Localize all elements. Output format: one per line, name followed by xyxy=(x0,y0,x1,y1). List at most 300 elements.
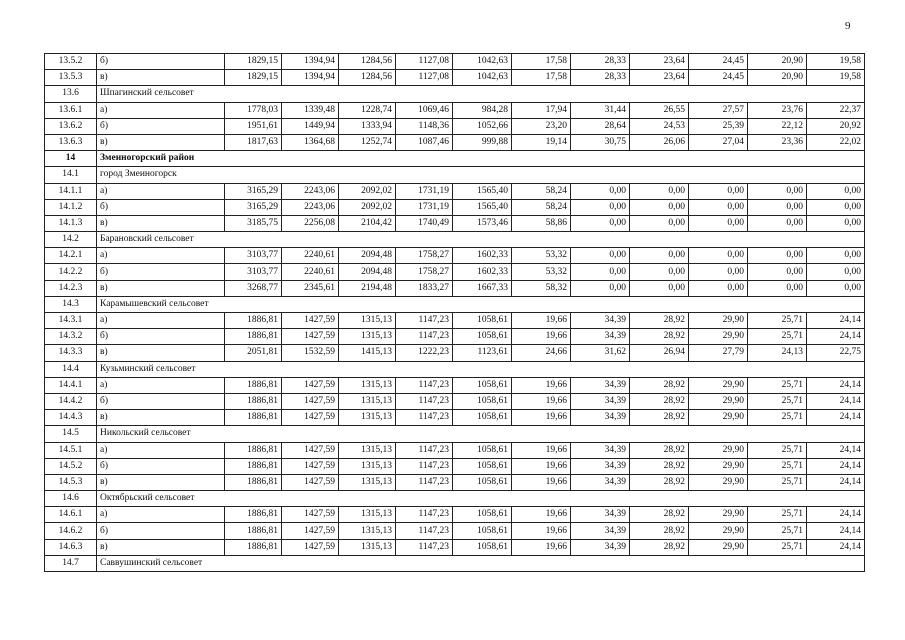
row-sublabel: в) xyxy=(97,345,225,361)
table-row xyxy=(45,102,865,118)
value-cell: 1147,23 xyxy=(396,523,453,539)
value-cell: 1339,48 xyxy=(282,102,339,118)
value-cell: 1147,23 xyxy=(396,329,453,345)
value-cell: 17,58 xyxy=(512,54,571,70)
value-cell: 17,94 xyxy=(512,102,571,118)
table-row xyxy=(45,280,865,296)
value-cell: 0,00 xyxy=(630,199,689,215)
value-cell: 29,90 xyxy=(689,377,748,393)
row-code: 13.6 xyxy=(45,86,97,102)
row-code: 14.3.1 xyxy=(45,313,97,329)
value-cell: 1886,81 xyxy=(225,507,282,523)
value-cell: 1123,61 xyxy=(453,345,512,361)
row-code: 14.1.3 xyxy=(45,215,97,231)
row-code: 14.4.3 xyxy=(45,410,97,426)
value-cell: 3165,29 xyxy=(225,199,282,215)
table-group-row xyxy=(45,167,865,183)
table-row xyxy=(45,377,865,393)
row-code: 14.4.1 xyxy=(45,377,97,393)
value-cell: 1058,61 xyxy=(453,393,512,409)
value-cell: 0,00 xyxy=(571,199,630,215)
value-cell: 25,71 xyxy=(748,377,807,393)
value-cell: 2092,02 xyxy=(339,183,396,199)
value-cell: 1602,33 xyxy=(453,248,512,264)
value-cell: 1427,59 xyxy=(282,313,339,329)
value-cell: 28,92 xyxy=(630,507,689,523)
value-cell: 19,66 xyxy=(512,313,571,329)
value-cell: 19,66 xyxy=(512,442,571,458)
value-cell: 1228,74 xyxy=(339,102,396,118)
value-cell: 24,14 xyxy=(807,329,865,345)
value-cell: 28,92 xyxy=(630,458,689,474)
value-cell: 2051,81 xyxy=(225,345,282,361)
value-cell: 1315,13 xyxy=(339,410,396,426)
value-cell: 1886,81 xyxy=(225,313,282,329)
value-cell: 1565,40 xyxy=(453,199,512,215)
value-cell: 53,32 xyxy=(512,264,571,280)
value-cell: 27,04 xyxy=(689,134,748,150)
value-cell: 23,20 xyxy=(512,118,571,134)
value-cell: 58,24 xyxy=(512,199,571,215)
table-row xyxy=(45,183,865,199)
value-cell: 0,00 xyxy=(571,280,630,296)
row-code: 13.6.1 xyxy=(45,102,97,118)
value-cell: 28,92 xyxy=(630,329,689,345)
value-cell: 3268,77 xyxy=(225,280,282,296)
table-group-row xyxy=(45,491,865,507)
value-cell: 1886,81 xyxy=(225,474,282,490)
value-cell: 31,62 xyxy=(571,345,630,361)
value-cell: 1886,81 xyxy=(225,539,282,555)
value-cell: 2094,48 xyxy=(339,264,396,280)
value-cell: 19,66 xyxy=(512,474,571,490)
value-cell: 19,66 xyxy=(512,410,571,426)
value-cell: 24,14 xyxy=(807,393,865,409)
group-title: Шпагинский сельсовет xyxy=(97,86,865,102)
value-cell: 1829,15 xyxy=(225,70,282,86)
value-cell: 19,66 xyxy=(512,539,571,555)
value-cell: 28,33 xyxy=(571,70,630,86)
value-cell: 0,00 xyxy=(748,248,807,264)
value-cell: 1427,59 xyxy=(282,410,339,426)
value-cell: 1315,13 xyxy=(339,539,396,555)
table-group-row xyxy=(45,296,865,312)
value-cell: 1058,61 xyxy=(453,474,512,490)
value-cell: 29,90 xyxy=(689,539,748,555)
value-cell: 0,00 xyxy=(571,248,630,264)
value-cell: 3103,77 xyxy=(225,248,282,264)
value-cell: 1532,59 xyxy=(282,345,339,361)
value-cell: 1315,13 xyxy=(339,507,396,523)
value-cell: 27,79 xyxy=(689,345,748,361)
value-cell: 984,28 xyxy=(453,102,512,118)
value-cell: 1058,61 xyxy=(453,410,512,426)
table-body xyxy=(45,54,865,572)
value-cell: 1427,59 xyxy=(282,474,339,490)
value-cell: 28,92 xyxy=(630,377,689,393)
table-row xyxy=(45,54,865,70)
value-cell: 1394,94 xyxy=(282,70,339,86)
value-cell: 53,32 xyxy=(512,248,571,264)
value-cell: 0,00 xyxy=(748,280,807,296)
value-cell: 0,00 xyxy=(571,183,630,199)
value-cell: 1147,23 xyxy=(396,442,453,458)
value-cell: 2104,42 xyxy=(339,215,396,231)
row-sublabel: в) xyxy=(97,474,225,490)
value-cell: 1427,59 xyxy=(282,507,339,523)
value-cell: 24,14 xyxy=(807,410,865,426)
table-row xyxy=(45,70,865,86)
row-code: 14.2.1 xyxy=(45,248,97,264)
value-cell: 0,00 xyxy=(571,264,630,280)
row-sublabel: б) xyxy=(97,199,225,215)
value-cell: 1565,40 xyxy=(453,183,512,199)
value-cell: 34,39 xyxy=(571,507,630,523)
row-code: 14 xyxy=(45,151,97,167)
group-title: Карамышевский сельсовет xyxy=(97,296,865,312)
value-cell: 29,90 xyxy=(689,393,748,409)
value-cell: 26,55 xyxy=(630,102,689,118)
value-cell: 1058,61 xyxy=(453,313,512,329)
value-cell: 0,00 xyxy=(807,264,865,280)
value-cell: 24,13 xyxy=(748,345,807,361)
value-cell: 24,14 xyxy=(807,539,865,555)
value-cell: 31,44 xyxy=(571,102,630,118)
table-row xyxy=(45,248,865,264)
row-sublabel: б) xyxy=(97,458,225,474)
value-cell: 28,92 xyxy=(630,313,689,329)
group-title: Октябрьский сельсовет xyxy=(97,491,865,507)
value-cell: 28,92 xyxy=(630,393,689,409)
value-cell: 0,00 xyxy=(689,183,748,199)
value-cell: 28,92 xyxy=(630,474,689,490)
value-cell: 1284,56 xyxy=(339,54,396,70)
row-code: 14.2.2 xyxy=(45,264,97,280)
value-cell: 0,00 xyxy=(689,199,748,215)
row-code: 14.1 xyxy=(45,167,97,183)
value-cell: 34,39 xyxy=(571,410,630,426)
table-group-row xyxy=(45,555,865,571)
row-code: 14.6.1 xyxy=(45,507,97,523)
row-code: 14.3.3 xyxy=(45,345,97,361)
value-cell: 1731,19 xyxy=(396,183,453,199)
table-group-row xyxy=(45,426,865,442)
row-code: 13.6.3 xyxy=(45,134,97,150)
value-cell: 24,45 xyxy=(689,70,748,86)
value-cell: 0,00 xyxy=(748,183,807,199)
row-code: 14.2 xyxy=(45,232,97,248)
value-cell: 0,00 xyxy=(689,280,748,296)
row-sublabel: в) xyxy=(97,410,225,426)
value-cell: 29,90 xyxy=(689,507,748,523)
table-row xyxy=(45,134,865,150)
value-cell: 0,00 xyxy=(630,264,689,280)
value-cell: 0,00 xyxy=(689,215,748,231)
value-cell: 1147,23 xyxy=(396,313,453,329)
value-cell: 1127,08 xyxy=(396,54,453,70)
table-row xyxy=(45,199,865,215)
value-cell: 28,92 xyxy=(630,442,689,458)
value-cell: 1058,61 xyxy=(453,507,512,523)
value-cell: 25,71 xyxy=(748,474,807,490)
value-cell: 24,14 xyxy=(807,474,865,490)
table-group-row xyxy=(45,232,865,248)
value-cell: 0,00 xyxy=(630,248,689,264)
row-code: 14.5 xyxy=(45,426,97,442)
value-cell: 1058,61 xyxy=(453,458,512,474)
value-cell: 1042,63 xyxy=(453,70,512,86)
table-row xyxy=(45,215,865,231)
row-code: 14.5.1 xyxy=(45,442,97,458)
value-cell: 0,00 xyxy=(807,215,865,231)
value-cell: 1740,49 xyxy=(396,215,453,231)
value-cell: 1427,59 xyxy=(282,539,339,555)
value-cell: 1284,56 xyxy=(339,70,396,86)
table-group-row xyxy=(45,86,865,102)
value-cell: 29,90 xyxy=(689,458,748,474)
value-cell: 23,36 xyxy=(748,134,807,150)
value-cell: 28,92 xyxy=(630,523,689,539)
value-cell: 1315,13 xyxy=(339,523,396,539)
group-title: Змеиногорский район xyxy=(97,151,865,167)
value-cell: 34,39 xyxy=(571,442,630,458)
value-cell: 22,02 xyxy=(807,134,865,150)
value-cell: 20,90 xyxy=(748,70,807,86)
value-cell: 3103,77 xyxy=(225,264,282,280)
value-cell: 1315,13 xyxy=(339,474,396,490)
row-sublabel: в) xyxy=(97,280,225,296)
row-sublabel: а) xyxy=(97,183,225,199)
value-cell: 22,12 xyxy=(748,118,807,134)
value-cell: 34,39 xyxy=(571,458,630,474)
value-cell: 1147,23 xyxy=(396,393,453,409)
value-cell: 24,14 xyxy=(807,377,865,393)
value-cell: 0,00 xyxy=(630,183,689,199)
value-cell: 2243,06 xyxy=(282,183,339,199)
value-cell: 19,58 xyxy=(807,70,865,86)
value-cell: 24,53 xyxy=(630,118,689,134)
row-sublabel: б) xyxy=(97,118,225,134)
value-cell: 24,14 xyxy=(807,313,865,329)
value-cell: 1364,68 xyxy=(282,134,339,150)
value-cell: 28,92 xyxy=(630,539,689,555)
value-cell: 1427,59 xyxy=(282,523,339,539)
value-cell: 19,66 xyxy=(512,377,571,393)
value-cell: 34,39 xyxy=(571,329,630,345)
value-cell: 999,88 xyxy=(453,134,512,150)
value-cell: 25,71 xyxy=(748,410,807,426)
value-cell: 1058,61 xyxy=(453,329,512,345)
value-cell: 24,66 xyxy=(512,345,571,361)
value-cell: 1315,13 xyxy=(339,313,396,329)
group-title: Саввушинский сельсовет xyxy=(97,555,865,571)
value-cell: 1147,23 xyxy=(396,458,453,474)
row-code: 14.5.2 xyxy=(45,458,97,474)
value-cell: 1147,23 xyxy=(396,507,453,523)
value-cell: 2256,08 xyxy=(282,215,339,231)
value-cell: 24,14 xyxy=(807,458,865,474)
value-cell: 25,71 xyxy=(748,458,807,474)
value-cell: 1058,61 xyxy=(453,442,512,458)
value-cell: 29,90 xyxy=(689,313,748,329)
value-cell: 1315,13 xyxy=(339,442,396,458)
group-title: город Змеиногорск xyxy=(97,167,865,183)
row-code: 14.6.2 xyxy=(45,523,97,539)
value-cell: 34,39 xyxy=(571,393,630,409)
row-sublabel: б) xyxy=(97,264,225,280)
table-row xyxy=(45,507,865,523)
value-cell: 1886,81 xyxy=(225,393,282,409)
value-cell: 1427,59 xyxy=(282,458,339,474)
value-cell: 2243,06 xyxy=(282,199,339,215)
value-cell: 24,14 xyxy=(807,523,865,539)
value-cell: 30,75 xyxy=(571,134,630,150)
value-cell: 25,71 xyxy=(748,539,807,555)
value-cell: 1427,59 xyxy=(282,329,339,345)
value-cell: 3185,75 xyxy=(225,215,282,231)
value-cell: 34,39 xyxy=(571,539,630,555)
value-cell: 25,71 xyxy=(748,523,807,539)
page-number: 9 xyxy=(845,20,851,32)
row-sublabel: а) xyxy=(97,248,225,264)
table-group-row xyxy=(45,361,865,377)
row-code: 13.5.2 xyxy=(45,54,97,70)
value-cell: 1778,03 xyxy=(225,102,282,118)
value-cell: 29,90 xyxy=(689,474,748,490)
value-cell: 1731,19 xyxy=(396,199,453,215)
value-cell: 34,39 xyxy=(571,377,630,393)
value-cell: 1148,36 xyxy=(396,118,453,134)
value-cell: 1333,94 xyxy=(339,118,396,134)
table-row xyxy=(45,410,865,426)
value-cell: 0,00 xyxy=(807,248,865,264)
row-code: 14.1.1 xyxy=(45,183,97,199)
value-cell: 1147,23 xyxy=(396,539,453,555)
table-row xyxy=(45,329,865,345)
row-code: 14.7 xyxy=(45,555,97,571)
value-cell: 0,00 xyxy=(807,280,865,296)
value-cell: 19,58 xyxy=(807,54,865,70)
row-sublabel: а) xyxy=(97,102,225,118)
row-sublabel: а) xyxy=(97,377,225,393)
value-cell: 34,39 xyxy=(571,523,630,539)
value-cell: 2094,48 xyxy=(339,248,396,264)
value-cell: 1886,81 xyxy=(225,410,282,426)
value-cell: 28,64 xyxy=(571,118,630,134)
row-sublabel: б) xyxy=(97,393,225,409)
table-row xyxy=(45,345,865,361)
table-row xyxy=(45,523,865,539)
value-cell: 2194,48 xyxy=(339,280,396,296)
value-cell: 2345,61 xyxy=(282,280,339,296)
table-row xyxy=(45,264,865,280)
group-title: Кузьминский сельсовет xyxy=(97,361,865,377)
value-cell: 1147,23 xyxy=(396,410,453,426)
row-code: 14.3 xyxy=(45,296,97,312)
value-cell: 1315,13 xyxy=(339,377,396,393)
table-row xyxy=(45,118,865,134)
row-sublabel: в) xyxy=(97,539,225,555)
value-cell: 19,66 xyxy=(512,507,571,523)
value-cell: 24,45 xyxy=(689,54,748,70)
value-cell: 24,14 xyxy=(807,442,865,458)
table-row xyxy=(45,313,865,329)
value-cell: 28,33 xyxy=(571,54,630,70)
value-cell: 1886,81 xyxy=(225,458,282,474)
value-cell: 1058,61 xyxy=(453,377,512,393)
value-cell: 22,37 xyxy=(807,102,865,118)
table-row xyxy=(45,474,865,490)
value-cell: 2240,61 xyxy=(282,248,339,264)
value-cell: 28,92 xyxy=(630,410,689,426)
value-cell: 26,06 xyxy=(630,134,689,150)
value-cell: 0,00 xyxy=(748,215,807,231)
value-cell: 1951,61 xyxy=(225,118,282,134)
row-code: 14.6.3 xyxy=(45,539,97,555)
value-cell: 1042,63 xyxy=(453,54,512,70)
value-cell: 2240,61 xyxy=(282,264,339,280)
value-cell: 1127,08 xyxy=(396,70,453,86)
value-cell: 1817,63 xyxy=(225,134,282,150)
value-cell: 19,66 xyxy=(512,523,571,539)
row-code: 14.4 xyxy=(45,361,97,377)
value-cell: 0,00 xyxy=(807,183,865,199)
value-cell: 23,64 xyxy=(630,70,689,86)
value-cell: 1315,13 xyxy=(339,458,396,474)
value-cell: 22,75 xyxy=(807,345,865,361)
value-cell: 29,90 xyxy=(689,523,748,539)
value-cell: 1427,59 xyxy=(282,442,339,458)
value-cell: 0,00 xyxy=(630,280,689,296)
value-cell: 29,90 xyxy=(689,442,748,458)
value-cell: 1449,94 xyxy=(282,118,339,134)
row-sublabel: а) xyxy=(97,507,225,523)
value-cell: 1573,46 xyxy=(453,215,512,231)
value-cell: 23,64 xyxy=(630,54,689,70)
row-sublabel: в) xyxy=(97,134,225,150)
value-cell: 25,71 xyxy=(748,313,807,329)
tariff-table xyxy=(44,53,865,572)
row-sublabel: а) xyxy=(97,442,225,458)
value-cell: 0,00 xyxy=(571,215,630,231)
row-code: 14.6 xyxy=(45,491,97,507)
row-code: 14.4.2 xyxy=(45,393,97,409)
table-row xyxy=(45,393,865,409)
row-sublabel: а) xyxy=(97,313,225,329)
value-cell: 25,71 xyxy=(748,507,807,523)
table-group-row xyxy=(45,151,865,167)
value-cell: 1427,59 xyxy=(282,393,339,409)
value-cell: 1886,81 xyxy=(225,442,282,458)
row-code: 14.1.2 xyxy=(45,199,97,215)
value-cell: 2092,02 xyxy=(339,199,396,215)
row-sublabel: б) xyxy=(97,523,225,539)
table-row xyxy=(45,539,865,555)
value-cell: 1222,23 xyxy=(396,345,453,361)
group-title: Барановский сельсовет xyxy=(97,232,865,248)
value-cell: 25,39 xyxy=(689,118,748,134)
value-cell: 25,71 xyxy=(748,329,807,345)
value-cell: 1394,94 xyxy=(282,54,339,70)
row-sublabel: б) xyxy=(97,54,225,70)
value-cell: 1252,74 xyxy=(339,134,396,150)
value-cell: 1758,27 xyxy=(396,264,453,280)
value-cell: 25,71 xyxy=(748,442,807,458)
value-cell: 3165,29 xyxy=(225,183,282,199)
value-cell: 24,14 xyxy=(807,507,865,523)
value-cell: 19,66 xyxy=(512,393,571,409)
value-cell: 1069,46 xyxy=(396,102,453,118)
